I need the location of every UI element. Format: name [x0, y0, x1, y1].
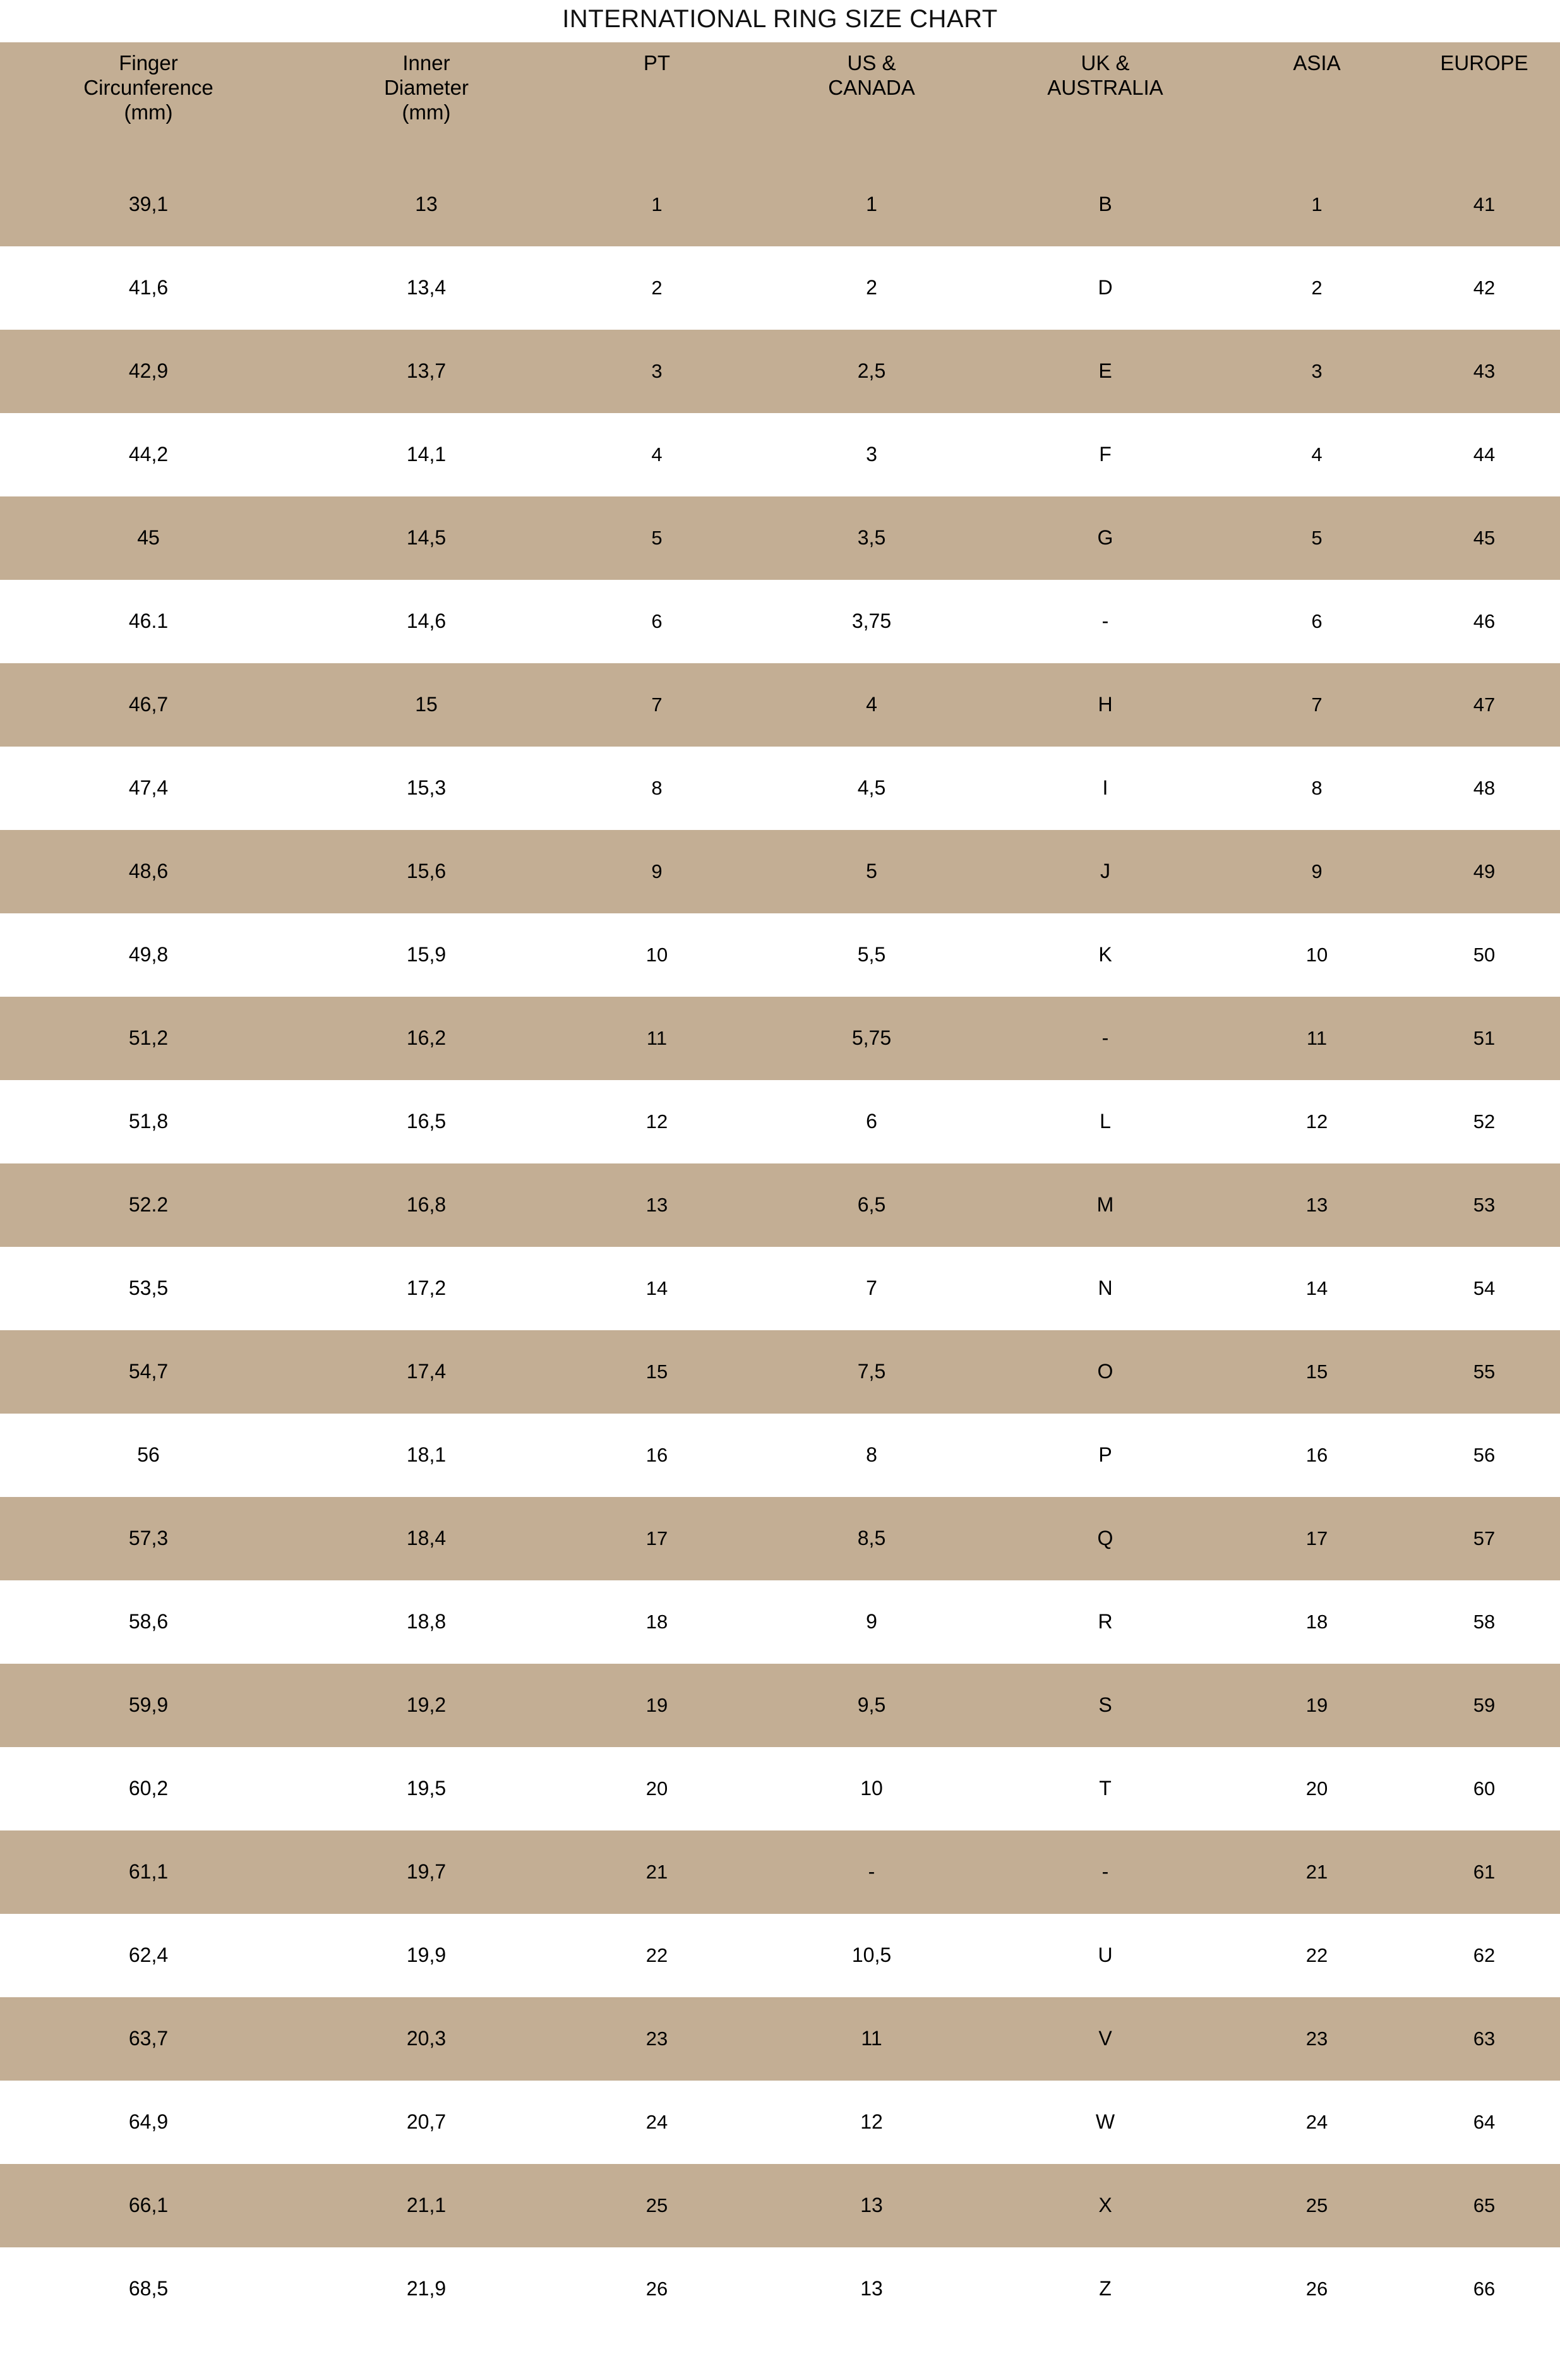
cell-pt: 24 [556, 2081, 758, 2164]
table-row [0, 663, 1560, 747]
cell-diameter: 15,6 [297, 830, 556, 913]
cell-circumference: 51,2 [0, 997, 297, 1080]
table-row [0, 163, 1560, 246]
cell-us-canada: 2,5 [758, 330, 985, 413]
cell-pt: 14 [556, 1247, 758, 1330]
table-row [0, 2247, 1560, 2331]
cell-us-canada: 9,5 [758, 1664, 985, 1747]
cell-us-canada: 5,75 [758, 997, 985, 1080]
cell-europe: 48 [1408, 747, 1560, 830]
cell-uk-australia: F [985, 413, 1225, 496]
column-header-line: Inner [402, 51, 450, 75]
cell-europe: 53 [1408, 1163, 1560, 1247]
cell-circumference: 57,3 [0, 1497, 297, 1580]
cell-asia: 22 [1225, 1914, 1408, 1997]
column-header-uk-australia [985, 42, 1225, 141]
column-header-line: Finger [119, 51, 178, 75]
cell-uk-australia: G [985, 496, 1225, 580]
cell-circumference: 64,9 [0, 2081, 297, 2164]
cell-asia: 7 [1225, 663, 1408, 747]
cell-pt: 9 [556, 830, 758, 913]
cell-europe: 47 [1408, 663, 1560, 747]
cell-us-canada: 3,5 [758, 496, 985, 580]
cell-pt: 5 [556, 496, 758, 580]
cell-asia: 4 [1225, 413, 1408, 496]
cell-diameter: 13,4 [297, 246, 556, 330]
cell-pt: 18 [556, 1580, 758, 1664]
cell-europe: 60 [1408, 1747, 1560, 1830]
cell-europe: 42 [1408, 246, 1560, 330]
cell-us-canada: 13 [758, 2164, 985, 2247]
cell-europe: 44 [1408, 413, 1560, 496]
table-row [0, 1580, 1560, 1664]
cell-diameter: 15,9 [297, 913, 556, 997]
cell-uk-australia: B [985, 163, 1225, 246]
cell-pt: 11 [556, 997, 758, 1080]
spacer-cell [0, 141, 297, 163]
cell-pt: 20 [556, 1747, 758, 1830]
table-row [0, 1414, 1560, 1497]
cell-uk-australia: M [985, 1163, 1225, 1247]
cell-europe: 56 [1408, 1414, 1560, 1497]
cell-uk-australia: T [985, 1747, 1225, 1830]
cell-us-canada: 4,5 [758, 747, 985, 830]
cell-circumference: 48,6 [0, 830, 297, 913]
cell-uk-australia: J [985, 830, 1225, 913]
cell-asia: 2 [1225, 246, 1408, 330]
cell-uk-australia: U [985, 1914, 1225, 1997]
column-header-line: CANADA [828, 75, 915, 99]
cell-us-canada: 12 [758, 2081, 985, 2164]
cell-circumference: 60,2 [0, 1747, 297, 1830]
table-header-row [0, 42, 1560, 141]
cell-us-canada: 10,5 [758, 1914, 985, 1997]
column-header-asia [1225, 42, 1408, 141]
cell-diameter: 20,7 [297, 2081, 556, 2164]
cell-pt: 12 [556, 1080, 758, 1163]
cell-us-canada: 5,5 [758, 913, 985, 997]
cell-circumference: 54,7 [0, 1330, 297, 1414]
cell-diameter: 13,7 [297, 330, 556, 413]
cell-pt: 6 [556, 580, 758, 663]
table-row [0, 496, 1560, 580]
cell-asia: 10 [1225, 913, 1408, 997]
cell-asia: 17 [1225, 1497, 1408, 1580]
cell-circumference: 66,1 [0, 2164, 297, 2247]
cell-asia: 18 [1225, 1580, 1408, 1664]
cell-asia: 3 [1225, 330, 1408, 413]
cell-europe: 62 [1408, 1914, 1560, 1997]
cell-pt: 2 [556, 246, 758, 330]
cell-diameter: 13 [297, 163, 556, 246]
cell-pt: 3 [556, 330, 758, 413]
cell-uk-australia: V [985, 1997, 1225, 2081]
cell-diameter: 19,5 [297, 1747, 556, 1830]
cell-asia: 16 [1225, 1414, 1408, 1497]
cell-us-canada: 7 [758, 1247, 985, 1330]
cell-diameter: 20,3 [297, 1997, 556, 2081]
cell-pt: 4 [556, 413, 758, 496]
cell-circumference: 61,1 [0, 1830, 297, 1914]
cell-uk-australia: - [985, 580, 1225, 663]
table-row [0, 1997, 1560, 2081]
cell-circumference: 39,1 [0, 163, 297, 246]
cell-europe: 66 [1408, 2247, 1560, 2331]
cell-diameter: 16,5 [297, 1080, 556, 1163]
column-header-line: Circunference [83, 75, 213, 99]
cell-circumference: 58,6 [0, 1580, 297, 1664]
cell-us-canada: - [758, 1830, 985, 1914]
cell-europe: 54 [1408, 1247, 1560, 1330]
cell-circumference: 56 [0, 1414, 297, 1497]
column-header-finger-circumference [0, 42, 297, 141]
cell-asia: 26 [1225, 2247, 1408, 2331]
table-row [0, 1747, 1560, 1830]
table-row [0, 2081, 1560, 2164]
cell-pt: 19 [556, 1664, 758, 1747]
cell-europe: 52 [1408, 1080, 1560, 1163]
cell-circumference: 45 [0, 496, 297, 580]
cell-pt: 23 [556, 1997, 758, 2081]
page-title: INTERNATIONAL RING SIZE CHART [562, 5, 998, 33]
cell-diameter: 18,1 [297, 1414, 556, 1497]
spacer-cell [1225, 141, 1408, 163]
spacer-cell [297, 141, 556, 163]
cell-us-canada: 9 [758, 1580, 985, 1664]
cell-circumference: 49,8 [0, 913, 297, 997]
table-row [0, 1247, 1560, 1330]
cell-us-canada: 11 [758, 1997, 985, 2081]
cell-pt: 8 [556, 747, 758, 830]
cell-circumference: 53,5 [0, 1247, 297, 1330]
table-row [0, 1497, 1560, 1580]
column-header-europe [1408, 42, 1560, 141]
cell-asia: 5 [1225, 496, 1408, 580]
column-header-line: UK & [1081, 51, 1130, 75]
cell-uk-australia: W [985, 2081, 1225, 2164]
cell-diameter: 18,8 [297, 1580, 556, 1664]
table-row [0, 913, 1560, 997]
cell-diameter: 15,3 [297, 747, 556, 830]
cell-diameter: 15 [297, 663, 556, 747]
cell-asia: 13 [1225, 1163, 1408, 1247]
cell-asia: 14 [1225, 1247, 1408, 1330]
ring-size-table [0, 42, 1560, 2331]
cell-us-canada: 1 [758, 163, 985, 246]
cell-diameter: 21,1 [297, 2164, 556, 2247]
cell-europe: 55 [1408, 1330, 1560, 1414]
cell-diameter: 17,2 [297, 1247, 556, 1330]
cell-us-canada: 10 [758, 1747, 985, 1830]
cell-circumference: 41,6 [0, 246, 297, 330]
cell-uk-australia: P [985, 1414, 1225, 1497]
table-row [0, 830, 1560, 913]
cell-diameter: 18,4 [297, 1497, 556, 1580]
cell-europe: 63 [1408, 1997, 1560, 2081]
table-row [0, 1163, 1560, 1247]
cell-uk-australia: K [985, 913, 1225, 997]
cell-us-canada: 6 [758, 1080, 985, 1163]
cell-us-canada: 3,75 [758, 580, 985, 663]
cell-circumference: 63,7 [0, 1997, 297, 2081]
table-header-spacer [0, 141, 1560, 163]
column-header-line: (mm) [124, 100, 173, 124]
cell-europe: 65 [1408, 2164, 1560, 2247]
table-row [0, 1330, 1560, 1414]
cell-uk-australia: D [985, 246, 1225, 330]
cell-europe: 41 [1408, 163, 1560, 246]
cell-uk-australia: - [985, 997, 1225, 1080]
cell-europe: 61 [1408, 1830, 1560, 1914]
spacer-cell [556, 141, 758, 163]
cell-europe: 49 [1408, 830, 1560, 913]
column-header-line: US & [847, 51, 896, 75]
cell-us-canada: 7,5 [758, 1330, 985, 1414]
table-row [0, 1914, 1560, 1997]
cell-uk-australia: S [985, 1664, 1225, 1747]
cell-uk-australia: N [985, 1247, 1225, 1330]
spacer-cell [985, 141, 1225, 163]
cell-circumference: 51,8 [0, 1080, 297, 1163]
table-row [0, 580, 1560, 663]
cell-us-canada: 4 [758, 663, 985, 747]
cell-circumference: 62,4 [0, 1914, 297, 1997]
column-header-inner-diameter [297, 42, 556, 141]
cell-diameter: 21,9 [297, 2247, 556, 2331]
cell-uk-australia: O [985, 1330, 1225, 1414]
cell-europe: 50 [1408, 913, 1560, 997]
table-row [0, 997, 1560, 1080]
cell-diameter: 14,5 [297, 496, 556, 580]
table-body [0, 163, 1560, 2331]
table-row [0, 330, 1560, 413]
cell-us-canada: 3 [758, 413, 985, 496]
cell-pt: 10 [556, 913, 758, 997]
cell-asia: 12 [1225, 1080, 1408, 1163]
cell-uk-australia: - [985, 1830, 1225, 1914]
cell-uk-australia: X [985, 2164, 1225, 2247]
table-header [0, 42, 1560, 163]
cell-uk-australia: Z [985, 2247, 1225, 2331]
cell-us-canada: 13 [758, 2247, 985, 2331]
cell-diameter: 16,2 [297, 997, 556, 1080]
spacer-cell [758, 141, 985, 163]
cell-us-canada: 5 [758, 830, 985, 913]
cell-asia: 23 [1225, 1997, 1408, 2081]
column-header-line: (mm) [402, 100, 451, 124]
column-header-line: Diameter [384, 75, 469, 99]
cell-europe: 57 [1408, 1497, 1560, 1580]
cell-pt: 26 [556, 2247, 758, 2331]
cell-europe: 51 [1408, 997, 1560, 1080]
cell-diameter: 16,8 [297, 1163, 556, 1247]
cell-circumference: 46.1 [0, 580, 297, 663]
table-row [0, 747, 1560, 830]
cell-asia: 19 [1225, 1664, 1408, 1747]
cell-asia: 11 [1225, 997, 1408, 1080]
cell-asia: 6 [1225, 580, 1408, 663]
cell-asia: 9 [1225, 830, 1408, 913]
cell-uk-australia: I [985, 747, 1225, 830]
cell-uk-australia: Q [985, 1497, 1225, 1580]
cell-circumference: 44,2 [0, 413, 297, 496]
cell-diameter: 14,6 [297, 580, 556, 663]
table-row [0, 1664, 1560, 1747]
cell-europe: 64 [1408, 2081, 1560, 2164]
table-row [0, 246, 1560, 330]
cell-us-canada: 8,5 [758, 1497, 985, 1580]
column-header-pt [556, 42, 758, 141]
cell-asia: 21 [1225, 1830, 1408, 1914]
cell-circumference: 59,9 [0, 1664, 297, 1747]
cell-pt: 13 [556, 1163, 758, 1247]
table-row [0, 413, 1560, 496]
column-header-line: PT [643, 51, 671, 75]
cell-diameter: 19,7 [297, 1830, 556, 1914]
cell-uk-australia: L [985, 1080, 1225, 1163]
cell-pt: 21 [556, 1830, 758, 1914]
cell-uk-australia: E [985, 330, 1225, 413]
cell-us-canada: 2 [758, 246, 985, 330]
cell-pt: 7 [556, 663, 758, 747]
cell-diameter: 19,2 [297, 1664, 556, 1747]
cell-asia: 24 [1225, 2081, 1408, 2164]
cell-asia: 20 [1225, 1747, 1408, 1830]
cell-uk-australia: R [985, 1580, 1225, 1664]
spacer-cell [1408, 141, 1560, 163]
cell-diameter: 17,4 [297, 1330, 556, 1414]
cell-europe: 58 [1408, 1580, 1560, 1664]
cell-diameter: 19,9 [297, 1914, 556, 1997]
cell-diameter: 14,1 [297, 413, 556, 496]
cell-pt: 1 [556, 163, 758, 246]
cell-us-canada: 6,5 [758, 1163, 985, 1247]
cell-us-canada: 8 [758, 1414, 985, 1497]
column-header-line: ASIA [1293, 51, 1341, 75]
cell-pt: 22 [556, 1914, 758, 1997]
column-header-line: EUROPE [1440, 51, 1528, 75]
cell-asia: 8 [1225, 747, 1408, 830]
cell-europe: 59 [1408, 1664, 1560, 1747]
cell-europe: 45 [1408, 496, 1560, 580]
cell-asia: 25 [1225, 2164, 1408, 2247]
column-header-us-canada [758, 42, 985, 141]
cell-circumference: 52.2 [0, 1163, 297, 1247]
cell-circumference: 47,4 [0, 747, 297, 830]
table-row [0, 1830, 1560, 1914]
cell-uk-australia: H [985, 663, 1225, 747]
cell-pt: 25 [556, 2164, 758, 2247]
table-row [0, 1080, 1560, 1163]
table-row [0, 2164, 1560, 2247]
cell-pt: 16 [556, 1414, 758, 1497]
column-header-line: AUSTRALIA [1047, 75, 1163, 99]
cell-circumference: 42,9 [0, 330, 297, 413]
cell-circumference: 68,5 [0, 2247, 297, 2331]
cell-asia: 1 [1225, 163, 1408, 246]
cell-pt: 17 [556, 1497, 758, 1580]
cell-circumference: 46,7 [0, 663, 297, 747]
cell-pt: 15 [556, 1330, 758, 1414]
cell-europe: 46 [1408, 580, 1560, 663]
cell-europe: 43 [1408, 330, 1560, 413]
cell-asia: 15 [1225, 1330, 1408, 1414]
